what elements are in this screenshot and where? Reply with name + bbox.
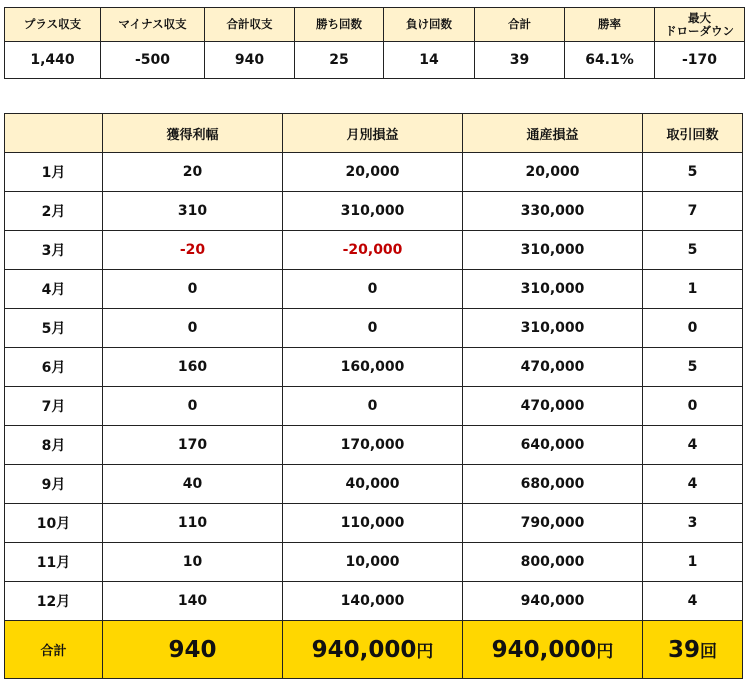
pips-cell: 0	[103, 387, 283, 426]
monthly-pl-cell: 40,000	[283, 465, 463, 504]
monthly-table	[4, 113, 743, 679]
monthly-header-monthly-pl: 月別損益	[283, 114, 463, 153]
pips-cell: 20	[103, 153, 283, 192]
trades-cell: 0	[643, 387, 743, 426]
total-trades	[643, 621, 743, 679]
monthly-pl-cell: 310,000	[283, 192, 463, 231]
cumulative-pl-cell: 310,000	[463, 270, 643, 309]
total-monthly-pl	[283, 621, 463, 679]
cumulative-pl-cell: 940,000	[463, 582, 643, 621]
pips-cell: 0	[103, 270, 283, 309]
month-cell: 4月	[5, 270, 103, 309]
total-monthly-pl-value: 940,000	[311, 636, 417, 663]
summary-header-max-drawdown	[655, 8, 745, 42]
total-cumulative-pl-value: 940,000	[491, 636, 597, 663]
month-cell: 5月	[5, 309, 103, 348]
month-cell: 10月	[5, 504, 103, 543]
summary-value-minus: -500	[101, 42, 205, 79]
total-pips: 940	[103, 621, 283, 679]
summary-value-losses: 14	[384, 42, 475, 79]
trades-cell: 4	[643, 465, 743, 504]
monthly-pl-cell: 140,000	[283, 582, 463, 621]
monthly-pl-cell: 0	[283, 309, 463, 348]
summary-header-net: 合計収支	[205, 8, 295, 42]
summary-value-max-drawdown: -170	[655, 42, 745, 79]
table-row	[5, 231, 743, 270]
cumulative-pl-cell: 20,000	[463, 153, 643, 192]
monthly-pl-cell: 10,000	[283, 543, 463, 582]
monthly-pl-cell: 170,000	[283, 426, 463, 465]
cumulative-pl-cell: 800,000	[463, 543, 643, 582]
month-cell: 9月	[5, 465, 103, 504]
cumulative-pl-cell: 680,000	[463, 465, 643, 504]
summary-value-winrate: 64.1%	[565, 42, 655, 79]
summary-header-winrate: 勝率	[565, 8, 655, 42]
monthly-pl-cell: 160,000	[283, 348, 463, 387]
cumulative-pl-cell: 640,000	[463, 426, 643, 465]
summary-header-minus: マイナス収支	[101, 8, 205, 42]
total-monthly-pl-unit: 円	[416, 641, 434, 662]
monthly-pl-cell: 0	[283, 270, 463, 309]
table-row	[5, 270, 743, 309]
monthly-body	[5, 153, 743, 621]
pips-cell: 140	[103, 582, 283, 621]
month-cell: 1月	[5, 153, 103, 192]
cumulative-pl-cell: 470,000	[463, 348, 643, 387]
summary-value-plus: 1,440	[5, 42, 101, 79]
summary-value-row	[5, 42, 745, 79]
cumulative-pl-cell: 310,000	[463, 231, 643, 270]
month-cell: 6月	[5, 348, 103, 387]
trades-cell: 1	[643, 543, 743, 582]
table-row	[5, 543, 743, 582]
monthly-pl-cell: 110,000	[283, 504, 463, 543]
total-trades-value: 39	[667, 636, 700, 663]
cumulative-pl-cell: 310,000	[463, 309, 643, 348]
cumulative-pl-cell: 330,000	[463, 192, 643, 231]
summary-header-total: 合計	[475, 8, 565, 42]
trades-cell: 5	[643, 348, 743, 387]
summary-header-max: 最大	[688, 10, 711, 25]
summary-header-wins: 勝ち回数	[295, 8, 384, 42]
pips-cell: 110	[103, 504, 283, 543]
total-label: 合計	[5, 621, 103, 679]
monthly-header-trades: 取引回数	[643, 114, 743, 153]
trades-cell: 3	[643, 504, 743, 543]
pips-cell: 40	[103, 465, 283, 504]
monthly-pl-cell: -20,000	[283, 231, 463, 270]
pips-cell: 310	[103, 192, 283, 231]
trades-cell: 0	[643, 309, 743, 348]
month-cell: 3月	[5, 231, 103, 270]
table-row	[5, 582, 743, 621]
month-cell: 12月	[5, 582, 103, 621]
trades-cell: 5	[643, 153, 743, 192]
summary-header-row	[5, 8, 745, 42]
pips-cell: 160	[103, 348, 283, 387]
total-trades-unit: 回	[700, 641, 717, 662]
monthly-header-cumulative-pl: 通産損益	[463, 114, 643, 153]
pips-cell: -20	[103, 231, 283, 270]
month-cell: 11月	[5, 543, 103, 582]
summary-value-net: 940	[205, 42, 295, 79]
total-cumulative-pl-unit: 円	[596, 641, 614, 662]
month-cell: 8月	[5, 426, 103, 465]
monthly-header-month	[5, 114, 103, 153]
trades-cell: 1	[643, 270, 743, 309]
month-cell: 7月	[5, 387, 103, 426]
table-row	[5, 426, 743, 465]
monthly-header-pips: 獲得利幅	[103, 114, 283, 153]
monthly-pl-cell: 20,000	[283, 153, 463, 192]
trades-cell: 5	[643, 231, 743, 270]
total-row	[5, 621, 743, 679]
monthly-pl-cell: 0	[283, 387, 463, 426]
trades-cell: 7	[643, 192, 743, 231]
table-row	[5, 348, 743, 387]
summary-table	[4, 7, 745, 79]
pips-cell: 170	[103, 426, 283, 465]
summary-header-losses: 負け回数	[384, 8, 475, 42]
table-row	[5, 387, 743, 426]
table-row	[5, 153, 743, 192]
pips-cell: 10	[103, 543, 283, 582]
summary-value-total: 39	[475, 42, 565, 79]
trades-cell: 4	[643, 582, 743, 621]
trades-cell: 4	[643, 426, 743, 465]
total-cumulative-pl	[463, 621, 643, 679]
summary-header-drawdown: ドローダウン	[665, 23, 734, 38]
table-row	[5, 504, 743, 543]
monthly-header-row	[5, 114, 743, 153]
month-cell: 2月	[5, 192, 103, 231]
cumulative-pl-cell: 790,000	[463, 504, 643, 543]
pips-cell: 0	[103, 309, 283, 348]
table-row	[5, 309, 743, 348]
summary-value-wins: 25	[295, 42, 384, 79]
cumulative-pl-cell: 470,000	[463, 387, 643, 426]
table-row	[5, 465, 743, 504]
table-row	[5, 192, 743, 231]
summary-header-plus: プラス収支	[5, 8, 101, 42]
